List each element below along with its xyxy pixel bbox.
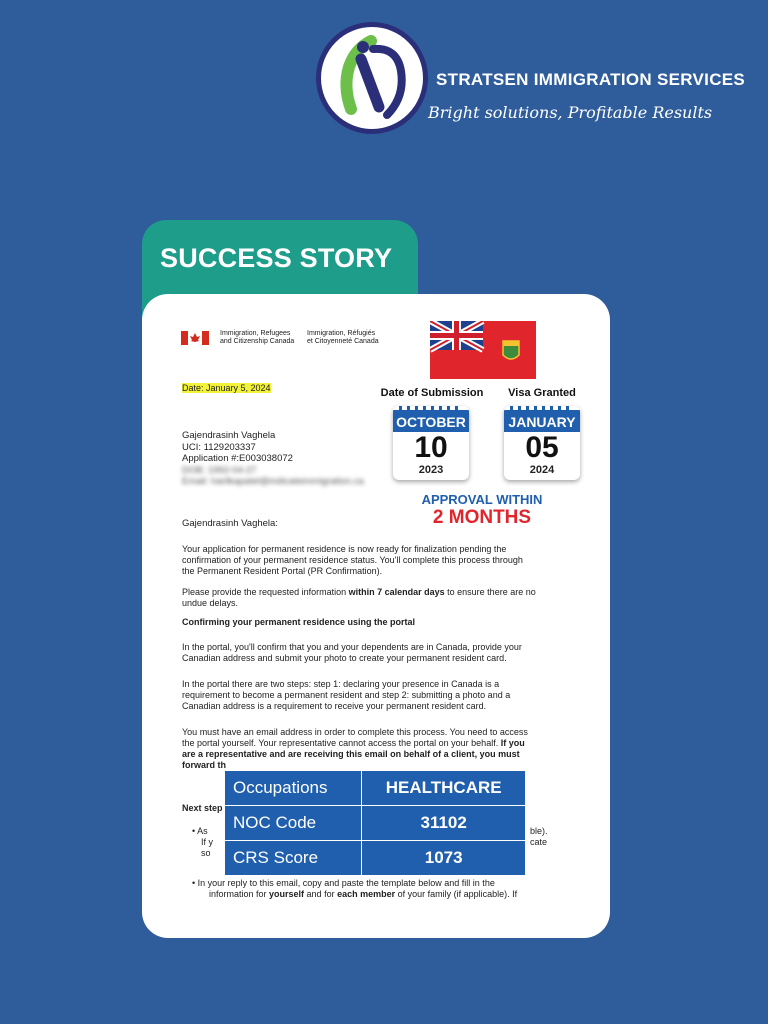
calendar-rings-icon xyxy=(393,406,469,414)
granted-year: 2024 xyxy=(529,464,555,476)
paragraph-3: In the portal, you'll confirm that you and your dependents are in Canada, provide your Canadian address and submit your photo to create your permanent resident card. xyxy=(182,642,522,663)
submission-label: Date of Submission xyxy=(380,387,484,399)
paragraph-1: Your application for permanent residence is now ready for finalization pending the confirmation of your permanent residence status. You'll complete this process through the Permanent Resident Portal (PR Confirmation). xyxy=(182,544,523,576)
ontario-flag-icon xyxy=(430,321,536,379)
submission-calendar xyxy=(393,406,469,480)
info-label: CRS Score xyxy=(225,841,362,876)
submission-year: 2023 xyxy=(418,464,444,476)
bullet-2: • In your reply to this email, copy and paste the template below and fill in the information for yourself and for each member of your family (if applicable). If xyxy=(192,878,518,899)
paragraph-4: In the portal there are two steps: step 1: declaring your presence in Canada is a requirement to become a permanent resident and step 2: submitting a photo and a Canadian address is a requirement to receive your permanent resident card. xyxy=(182,679,511,711)
info-value: 1073 xyxy=(362,841,526,876)
letter-date: Date: January 5, 2024 xyxy=(182,383,271,393)
info-label: Occupations xyxy=(225,771,362,806)
table-row xyxy=(225,841,526,876)
paragraph-5: You must have an email address in order to complete this process. You need to access the portal yourself. Your representative cannot access the portal on your behalf. If you are a representative and are receiving this email on behalf of a client, you must forward th xyxy=(182,727,528,770)
approval-label: APPROVAL WITHIN xyxy=(421,492,543,507)
next-steps-heading: Next step xyxy=(182,803,223,813)
table-row xyxy=(225,771,526,806)
success-story-label: SUCCESS STORY xyxy=(160,243,393,273)
granted-month: JANUARY xyxy=(504,410,580,432)
submission-day: 10 xyxy=(414,431,448,464)
info-value: 31102 xyxy=(362,806,526,841)
section-heading: Confirming your permanent residence using the portal xyxy=(182,617,416,627)
dept-name-fr: Immigration, Réfugiés et Citoyenneté Canada xyxy=(307,330,379,345)
brand-name: STRATSEN IMMIGRATION SERVICES xyxy=(436,70,746,89)
salutation: Gajendrasinh Vaghela: xyxy=(182,518,278,529)
granted-day: 05 xyxy=(525,431,559,464)
logo-mark-icon xyxy=(321,27,423,129)
canada-flag-icon xyxy=(181,331,209,345)
granted-calendar xyxy=(504,406,580,480)
granted-label: Visa Granted xyxy=(508,387,576,399)
company-logo xyxy=(316,22,428,134)
table-row xyxy=(225,806,526,841)
recipient-block: Gajendrasinh Vaghela UCI: 1129203337 Application #:E003038072 DOB: 1992-04-27 Email: harilkapatel@indicateimmigration.ca xyxy=(182,430,364,487)
info-value: HEALTHCARE xyxy=(362,771,526,806)
paragraph-2: Please provide the requested information within 7 calendar days to ensure there are no undue delays. xyxy=(182,587,536,608)
brand-tagline: Bright solutions, Profitable Results xyxy=(428,103,713,122)
info-table xyxy=(224,770,526,876)
bullet-1: • As If y so xyxy=(192,826,214,858)
approval-duration: 2 MONTHS xyxy=(432,507,532,528)
dept-name-en: Immigration, Refugees and Citizenship Canada xyxy=(220,330,295,345)
calendar-rings-icon xyxy=(504,406,580,414)
info-label: NOC Code xyxy=(225,806,362,841)
bullet-1-right: ble). cate xyxy=(530,826,548,847)
submission-month: OCTOBER xyxy=(393,410,469,432)
